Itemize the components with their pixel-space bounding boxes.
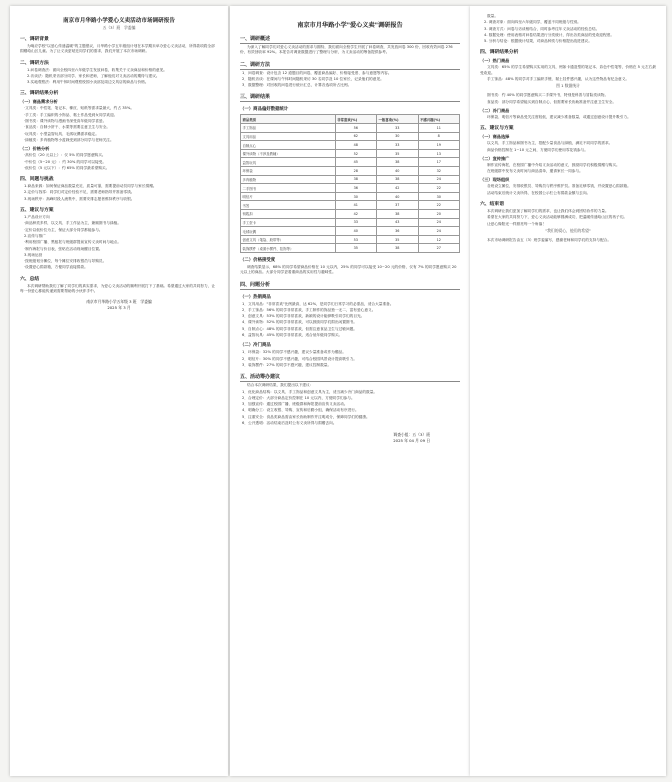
table-cell-percent: 28	[335, 167, 376, 176]
section-heading: 六、结束语	[480, 202, 504, 208]
closing-quote: "我们的爱心，他们的希望"	[545, 227, 591, 233]
table-cell-percent: 13	[418, 149, 460, 158]
list-item: 5．自制点心：48% 的同学非常喜欢，但需注意食品卫生与过敏问题。	[242, 326, 357, 331]
table-cell-percent: 40	[377, 167, 418, 176]
signature-org: 南京市月华路小学五年级 3 班 学委编	[86, 299, 152, 305]
paragraph: 为深入了解同学们对爱心义卖活动的需求与期待，我们面向全校学生开展了问卷调查，共发放问卷 300 份，回收有效问卷 276 份，有效回收率 92%。本报告对调查数据进行了整理与分析，为义卖活动的筹备提供参考。	[240, 45, 453, 55]
list-item: ·按班级划分摊位，每个摊位安排收银员与导购员。	[24, 259, 107, 264]
paragraph: 3.实地观察法：利用午休时间观察校园小卖部及周边文具店的商品与价格。	[27, 80, 149, 85]
table-cell-percent: 35	[335, 244, 376, 253]
section-heading: 二、调研方法	[20, 60, 49, 66]
table-row	[241, 218, 460, 227]
figure-caption: 图 1 数据统计	[556, 83, 580, 89]
subsection-heading: （二）宣传推广	[480, 155, 510, 161]
subsection-heading: （二）冷门商品	[480, 107, 510, 113]
table-header-row	[241, 115, 460, 124]
document-page-right	[470, 6, 666, 776]
table-cell-category: 文具用品	[241, 132, 336, 141]
table-cell-percent: 36	[377, 227, 418, 236]
list	[20, 184, 218, 202]
table-cell-percent: 38	[377, 244, 418, 253]
section-heading: 一、调研概述	[240, 35, 460, 44]
paragraph: 1.问卷调查法：面向全校四至六年级学生发放问卷，收集关于义卖商品和价格的意见。	[27, 67, 167, 72]
list-item: 6．益智玩具：45% 的同学非常喜欢，适合低年级同学购买。	[242, 333, 343, 338]
list-item: ·中价位（5~20 元）：约 30% 的同学可以接受。	[24, 159, 107, 164]
paragraph: 活动结束后统计义卖所得，在校园公示栏公布捐款金额与去向。	[487, 190, 591, 195]
table-row	[241, 184, 460, 193]
table-cell-percent: 33	[377, 141, 418, 150]
section-heading: 三、调研结果分析	[20, 91, 59, 97]
list-item: 4. 数据处理：使用表格对问卷结果进行分类统计，得出各类商品的受欢迎程度。	[484, 32, 615, 37]
list-item: 2.宣传与推广	[24, 233, 46, 238]
table-cell-percent: 38	[377, 175, 418, 184]
list-item: 3．创意文具：53% 的同学非常喜欢，新颖的设计能够吸引同学们的目光。	[242, 314, 365, 319]
table-row	[241, 227, 460, 236]
table-cell-percent: 52	[335, 149, 376, 158]
subsection-heading: （一）商品需求分析	[20, 99, 58, 105]
survey-table	[240, 114, 460, 253]
list	[240, 71, 460, 89]
table-cell-percent: 43	[377, 218, 418, 227]
table-cell-percent: 19	[418, 141, 460, 150]
table-header-cell: 商品类别	[241, 115, 336, 124]
table-cell-percent: 12	[418, 235, 460, 244]
paragraph: 本次调研帮助我们了解了同学们的真实需求，为爱心义卖活动的顺利开展打下了基础。希望通过大家的共同努力，让每一份爱心都能传递到需要帮助的小伙伴手中。	[20, 283, 216, 294]
paragraph: 为响应学校"以爱心传递温暖"的主题倡议，月华路小学五年级组计划在本学期末举办爱心义卖活动，所得款项将全部捐赠给山区儿童。为了让义卖更贴近同学们的需求，我们开展了本次市场调研。	[20, 44, 215, 54]
list-item: 2.定价与找零：同学们对定价经验不足，需要老师指导并准备零钱。	[24, 190, 135, 195]
table-cell-category: 创意文具（笔袋、胶带等）	[241, 235, 336, 244]
table-cell-percent: 30	[335, 192, 376, 201]
list-item: 6．公开透明：活动结束后及时公布义卖所得与捐赠去向。	[242, 421, 337, 426]
list-item: ·商品种类多样，以文具、手工作品为主，兼顾图书与绿植。	[24, 221, 122, 226]
page-title: 南京市月华路小学爱心义卖活动市场调研报告	[63, 18, 175, 24]
list-item: ·玩具类：小型益智玩具、毛绒玩偶需求稳定。	[24, 131, 99, 136]
table-cell-category: 课外读物（不涉及教辅）	[241, 149, 336, 158]
section-heading: 四、问题分析	[240, 281, 460, 290]
paragraph: 制作宣传海报，在校园广播中介绍义卖活动的意义，鼓励同学们积极捐赠与购买。	[487, 162, 620, 167]
paragraph: 调查结果显示，68% 的同学希望商品价格在 10 元以内，25% 的同学可以接受 10~20 元的价格，仅有 7% 的同学愿意购买 20 元以上的商品。大部分同学更看重商品的实用性与趣味性。	[240, 264, 457, 275]
paragraph: 在班级群中发布义卖时间与商品清单，邀请家长一同参与。	[487, 169, 583, 174]
table-cell-category: 益智玩具	[241, 158, 336, 167]
list	[240, 390, 460, 427]
list-item: 2．合理定价：大部分商品定价控制在 10 元以内，方便同学们参与。	[242, 395, 355, 400]
paragraph: 本次调研让我们更加了解同学们的需求，也让我们体会到团结协作的力量。	[487, 209, 609, 214]
table-cell-percent: 38	[377, 158, 418, 167]
section-heading: 二、调研方法	[240, 61, 460, 70]
table-cell-percent: 30	[377, 132, 418, 141]
table-header-cell: 非常喜欢(%)	[335, 115, 376, 124]
paragraph: 希望在大家的共同努力下，爱心义卖活动能够圆满成功，把温暖传递给山区的孩子们。	[487, 215, 628, 220]
paragraph: 文具类：65% 的学生希望购买实用的文具，例如卡通造型的笔记本、彩色中性笔等，价格在 5 元左右最受欢迎。	[480, 65, 656, 75]
paragraph: 结合本次调研结果，我们提出以下建议：	[247, 383, 314, 388]
list-item: 1．环保袋：32% 的同学不感兴趣，建议少量准备或作为赠品。	[242, 350, 346, 355]
list-item: ·高价位（20 元以上）：仅 5% 的同学愿意购买。	[24, 153, 106, 158]
table-cell-percent: 56	[335, 124, 376, 133]
section-heading: 五、活动筹办建议	[240, 373, 460, 382]
table-cell-percent: 62	[335, 132, 376, 141]
table-cell-percent: 27	[418, 244, 460, 253]
list-item: 1．文具用品："非常喜欢"比例最高，达 62%，是同学们日常学习的必需品，适合大量准备。	[242, 301, 394, 306]
table-cell-category: 环保袋	[241, 167, 336, 176]
paragraph: 各班设立摊位，安排收银员、导购员与秩序维护员。准备足够零钱，并设置爱心捐款箱。	[487, 184, 631, 189]
list-item: 4．明确分工：设立收银、导购、宣传和后勤小组，确保活动有序进行。	[242, 408, 359, 413]
table-cell-percent: 48	[335, 141, 376, 150]
table-cell-percent: 33	[335, 218, 376, 227]
table-cell-category: 多肉植物	[241, 175, 336, 184]
list-item: 2．手工饰品：56% 的同学非常喜欢，手工制作的饰品独一无二，富有爱心意义。	[242, 307, 376, 312]
list-item: ·图书类：课外读物与漫画书深受高年级同学喜爱。	[24, 119, 107, 124]
list-item: ·利用校园广播、黑板报与班级群提前宣传义卖时间与地点。	[24, 240, 122, 245]
table-cell-category: 书签	[241, 201, 336, 210]
paragraph: 以文具、手工饰品和图书为主，搭配少量食品与绿植，满足不同同学的需求。	[487, 141, 613, 146]
paragraph: 让爱心像阳光一样照亮每一个角落！	[487, 221, 546, 226]
list-item: 5. 分析与结论：根据统计结果，对商品种类与价格提出改进建议。	[484, 39, 592, 44]
list-item: ·低价位（5 元以下）：约 65% 的同学最希望购买。	[24, 165, 110, 170]
table-row	[241, 167, 460, 176]
paragraph: 数量。	[487, 14, 499, 18]
list-item: ·制作海报与价目表，张贴在活动现场醒目位置。	[24, 246, 103, 251]
table-cell-percent: 11	[418, 124, 460, 133]
list-item: 3．装饰摆件：27% 的同学不感兴趣，建议控制数量。	[242, 362, 332, 367]
paragraph: 食品类：部分同学希望能买到自制点心，但需要家长协助准备并注意卫生安全。	[487, 99, 617, 104]
list-item: 3．数据整理：对回收的问卷进行统计汇总，计算各选项所占比例。	[242, 83, 352, 88]
document-page-middle	[230, 6, 470, 776]
document-page-left	[10, 6, 228, 776]
subsection-heading: （二）价格接受度	[240, 257, 276, 263]
table-cell-category: 装饰摆件（桌面小摆件、挂饰等）	[241, 244, 336, 253]
subsection-heading: （一）热销商品	[240, 294, 271, 300]
list	[20, 153, 218, 171]
table-cell-category: 钥匙扣	[241, 210, 336, 219]
signature-date: 2025 年 3 月	[107, 304, 131, 310]
table-cell-percent: 22	[418, 184, 460, 193]
signature-org: 调查小组：五（3）班	[393, 432, 430, 438]
list-item: 1．问卷调查：设计包含 12 道题目的问卷，覆盖商品偏好、价格接受度、参与意愿等内容。	[242, 70, 392, 75]
signature-block	[240, 432, 460, 443]
subsection-heading: （一）商品选择	[480, 134, 510, 140]
section-heading: 一、调研背景	[20, 37, 49, 42]
table-cell-category: 自制点心	[241, 141, 336, 150]
table-cell-percent: 30	[418, 192, 460, 201]
table-cell-percent: 35	[377, 235, 418, 244]
subsection-heading: （二）价格分析	[20, 146, 50, 152]
list-item: 3.现场运营	[24, 252, 43, 257]
table-cell-category: 毛绒玩偶	[241, 227, 336, 236]
list-item: 4．课外读物：52% 的同学非常喜欢，可以鼓励同学们捐出闲置图书。	[242, 320, 357, 325]
table-row	[241, 124, 460, 133]
paragraph: 手工饰品：48% 的同学对手工编织手链、黏土挂件感兴趣，认为这些物品有纪念意义。	[487, 77, 630, 82]
signature-date: 2025 年 04 月 09 日	[393, 437, 430, 443]
table-cell-percent: 41	[335, 201, 376, 210]
table-cell-percent: 36	[335, 184, 376, 193]
table-cell-percent: 22	[418, 201, 460, 210]
table-row	[241, 192, 460, 201]
list	[240, 350, 460, 368]
table-header-cell: 一般喜欢(%)	[377, 115, 418, 124]
paragraph: 本次市场调研报告由五（3）班学委编写，感谢老师和同学们的支持与配合。	[487, 237, 612, 242]
section-heading: 五、建议与方案	[20, 208, 54, 214]
table-cell-percent: 42	[377, 184, 418, 193]
list-item: ·食品类：自制小饼干、水果等需要注意卫生与安全。	[24, 125, 110, 130]
table-cell-percent: 33	[377, 124, 418, 133]
paragraph: 2.访谈法：随机采访部分同学、家长和老师，了解他们对义卖活动的期待与建议。	[27, 73, 160, 78]
table-cell-percent: 35	[377, 149, 418, 158]
table-cell-percent: 45	[335, 158, 376, 167]
table-cell-percent: 8	[418, 132, 460, 141]
table-row	[241, 201, 460, 210]
table-header-cell: 不感兴趣(%)	[418, 115, 460, 124]
section-heading: 五、建议与方案	[480, 126, 514, 132]
list-item: ·手工类：手工编织的小饰品、黏土作品受到女同学欢迎。	[24, 112, 118, 117]
table-body	[241, 124, 460, 253]
signature-block	[20, 299, 218, 310]
list-item: 2．明信片：30% 的同学不感兴趣，可结合校园风景设计提高吸引力。	[242, 356, 357, 361]
table-row	[241, 141, 460, 150]
table-cell-category: 手工饰品	[241, 124, 336, 133]
table-cell-category: 手工贺卡	[241, 218, 336, 227]
table-row	[241, 132, 460, 141]
table-cell-percent: 24	[418, 175, 460, 184]
list-item: 1.商品来源：如何保证商品数量充足、质量可靠，需要提前动员同学与家长捐赠。	[24, 184, 157, 189]
list-item: 1．优化商品结构：以文具、手工饰品和创意文具为主，适当减少冷门商品的数量。	[242, 389, 378, 394]
table-cell-percent: 53	[335, 235, 376, 244]
subsection-heading: （二）冷门商品	[240, 343, 271, 349]
list-item: 2．随机访谈：在课间与午休时间随机采访 30 名同学及 10 位家长，记录他们的意见。	[242, 76, 384, 81]
table-row	[241, 210, 460, 219]
section-heading: 三、调研结果	[240, 93, 460, 102]
byline: 五（3）班 学委编	[102, 25, 136, 30]
table-cell-percent: 17	[418, 158, 460, 167]
list	[240, 302, 460, 339]
list	[20, 215, 218, 271]
list-item: ·绿植类：多肉植物等小盆栽受到部分同学与老师关注。	[24, 137, 114, 142]
table-cell-percent: 38	[335, 175, 376, 184]
table-cell-percent: 42	[335, 210, 376, 219]
list-item: ·文具类：中性笔、笔记本、橡皮、贴纸等需求量最大，约占 35%。	[24, 106, 135, 111]
table-cell-percent: 24	[418, 218, 460, 227]
paragraph: 环保袋、明信片等商品受关注度较低，建议减少准备数量，或通过创意设计提升吸引力。	[487, 114, 631, 119]
page-title: 南京市月华路小学"爱心义卖"调研报告	[297, 22, 403, 29]
list-item: 3．加强宣传：通过校园广播、班级群和海报提前宣传义卖活动。	[242, 402, 348, 407]
paragraph: 图书类：约 40% 的同学愿意购买二手课外书，特别是科普与冒险类读物。	[487, 93, 609, 98]
paragraph: 商品价格控制在 1~10 元之间，方便同学们使用零花钱参与。	[487, 147, 588, 152]
table-cell-percent: 20	[418, 210, 460, 219]
table-row	[241, 175, 460, 184]
list-item: 3.现场秩序：高峰时段人流集中，需要安排志愿者维持秩序与收银。	[24, 196, 135, 201]
list-item: 1.产品设计方向	[24, 215, 50, 220]
list-item: 2. 调查对象：面向四至六年级同学，覆盖不同班级与性别。	[484, 20, 581, 25]
table-row	[241, 244, 460, 253]
list-item: 3. 调查方式：问卷与访谈相结合，同时参考往年义卖活动的经验总结。	[484, 26, 600, 31]
list-item: ·定价以低价位为主，保证大部分同学都能参与。	[24, 227, 103, 232]
subsection-heading: （三）现场组织	[480, 177, 510, 183]
subsection-heading: （一）商品偏好数据统计	[240, 107, 289, 113]
table-cell-category: 二手图书	[241, 184, 336, 193]
table-cell-percent: 24	[418, 227, 460, 236]
list-item: 5．注重安全：食品类商品需由家长协助制作并注明成分，保障同学们的健康。	[242, 414, 370, 419]
table-cell-percent: 37	[377, 201, 418, 210]
table-cell-percent: 40	[335, 227, 376, 236]
list-item: ·设置爱心捐款箱，方便同学直接捐款。	[24, 265, 88, 270]
table-row	[241, 158, 460, 167]
table-cell-percent: 40	[377, 192, 418, 201]
section-heading: 六、总结	[20, 276, 40, 282]
table-cell-percent: 38	[377, 210, 418, 219]
table-cell-percent: 32	[418, 167, 460, 176]
table-row	[241, 149, 460, 158]
section-heading: 四、调研结果分析	[480, 50, 519, 56]
table-cell-category: 明信片	[241, 192, 336, 201]
table-row	[241, 235, 460, 244]
section-heading: 四、问题与挑战	[20, 177, 54, 183]
list	[20, 106, 218, 143]
subsection-heading: （一）热门商品	[480, 58, 510, 64]
list	[480, 20, 656, 44]
